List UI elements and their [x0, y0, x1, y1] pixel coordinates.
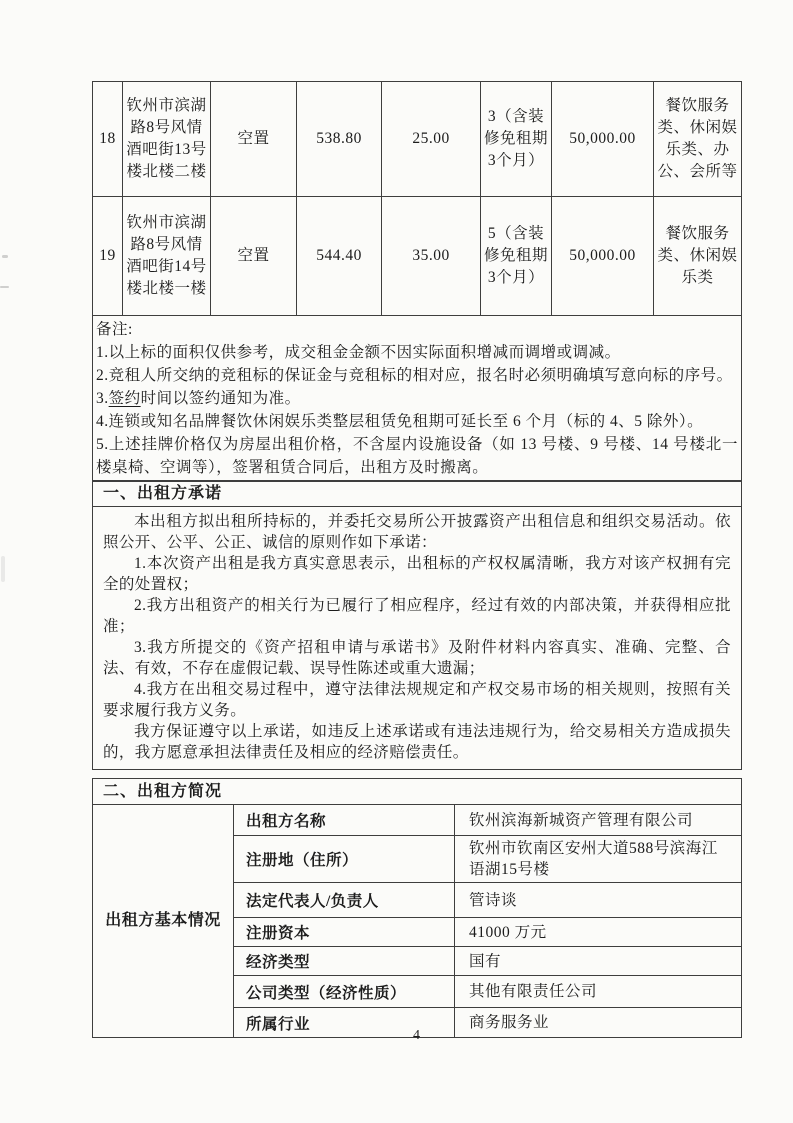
note-item: 3.签约时间以签约通知为准。 [96, 390, 301, 407]
underlined-text: 签约 [108, 390, 141, 407]
cell-free-rent-term: 3（含装修免租期3个月） [481, 82, 552, 197]
field-label: 出租方名称 [234, 805, 455, 836]
cell-free-rent-term: 5（含装修免租期3个月） [481, 197, 552, 316]
field-label: 所属行业 [234, 1008, 455, 1038]
commitment-paragraph: 2.我方出租资产的相关行为已履行了相应程序，经过有效的内部决策，并获得相应批准； [103, 597, 731, 635]
table-row [93, 805, 742, 836]
note-item: 5.上述挂牌价格仅为房屋出租价格，不含屋内设施设备（如 13 号楼、9 号楼、14 号楼北一楼桌椅、空调等），签署租赁合同后，出租方及时搬离。 [96, 436, 738, 476]
cell-area: 538.80 [297, 82, 382, 197]
table-row [93, 197, 742, 316]
scan-artifact [2, 255, 8, 258]
note-item: 2.竞租人所交纳的竞租标的保证金与竞租标的相对应，报名时必须明确填写意向标的序号。 [96, 367, 733, 384]
lessor-profile-table [92, 804, 742, 1038]
note-item: 1.以上标的面积仅供参考，成交租金金额不因实际面积增减而调增或调减。 [96, 344, 621, 361]
lessor-commitment-section [92, 480, 742, 770]
cell-business-type: 餐饮服务类、休闲娱乐类、办公、会所等 [654, 82, 742, 197]
cell-area: 544.40 [297, 197, 382, 316]
table-row [93, 82, 742, 197]
scan-artifact [0, 286, 9, 288]
cell-price: 25.00 [382, 82, 481, 197]
notes-cell [93, 316, 742, 482]
notes-row [93, 316, 742, 482]
profile-group-label: 出租方基本情况 [93, 805, 234, 1038]
field-label: 法定代表人/负责人 [234, 883, 455, 918]
field-value: 钦州滨海新城资产管理有限公司 [455, 805, 742, 836]
commitment-paragraph: 3.我方所提交的《资产招租申请与承诺书》及附件材料内容真实、准确、完整、合法、有效，不存在虚假记载、误导性陈述或重大遗漏； [103, 639, 731, 677]
field-value: 管诗谈 [455, 883, 742, 918]
commitment-paragraph: 我方保证遵守以上承诺，如违反上述承诺或有违法违规行为，给交易相关方造成损失的，我方愿意承担法律责任及相应的经济赔偿责任。 [103, 723, 731, 761]
field-value: 其他有限责任公司 [455, 976, 742, 1008]
page-number: 4 [413, 1028, 421, 1043]
cell-status: 空置 [211, 197, 297, 316]
cell-location: 钦州市滨湖路8号风情酒吧街14号楼北楼一楼 [123, 197, 211, 316]
commitment-paragraph: 本出租方拟出租所持标的，并委托交易所公开披露资产出租信息和组织交易活动。依照公开、公平、公正、诚信的原则作如下承诺： [103, 513, 731, 551]
cell-deposit: 50,000.00 [552, 82, 654, 197]
cell-deposit: 50,000.00 [552, 197, 654, 316]
field-value: 钦州市钦南区安州大道588号滨海江语湖15号楼 [455, 836, 742, 883]
field-value: 商务服务业 [455, 1008, 742, 1038]
note-item: 4.连锁或知名品牌餐饮休闲娱乐类整层租赁免租期可延长至 6 个月（标的 4、5 除外）。 [96, 413, 704, 430]
commitment-paragraph: 1.本次资产出租是我方真实意思表示，出租标的产权权属清晰，我方对该产权拥有完全的处置权； [103, 555, 731, 593]
field-label: 公司类型（经济性质） [234, 976, 455, 1008]
field-label: 注册资本 [234, 918, 455, 947]
notes-title: 备注: [96, 321, 133, 338]
field-value: 41000 万元 [455, 918, 742, 947]
section-title: 二、出租方简况 [92, 778, 742, 804]
cell-seq: 18 [93, 82, 123, 197]
field-label: 注册地（住所） [234, 836, 455, 883]
field-label: 经济类型 [234, 947, 455, 976]
commitment-paragraph: 4.我方在出租交易过程中，遵守法律法规规定和产权交易市场的相关规则，按照有关要求履行我方义务。 [103, 681, 731, 719]
cell-seq: 19 [93, 197, 123, 316]
cell-business-type: 餐饮服务类、休闲娱乐类 [654, 197, 742, 316]
asset-listing-table [92, 81, 742, 482]
commitment-body [93, 507, 741, 769]
section-title: 一、出租方承诺 [93, 481, 741, 507]
field-value: 国有 [455, 947, 742, 976]
cell-location: 钦州市滨湖路8号风情酒吧街13号楼北楼二楼 [123, 82, 211, 197]
scan-artifact [1, 556, 5, 582]
lessor-profile-section [92, 778, 742, 1038]
cell-price: 35.00 [382, 197, 481, 316]
cell-status: 空置 [211, 82, 297, 197]
